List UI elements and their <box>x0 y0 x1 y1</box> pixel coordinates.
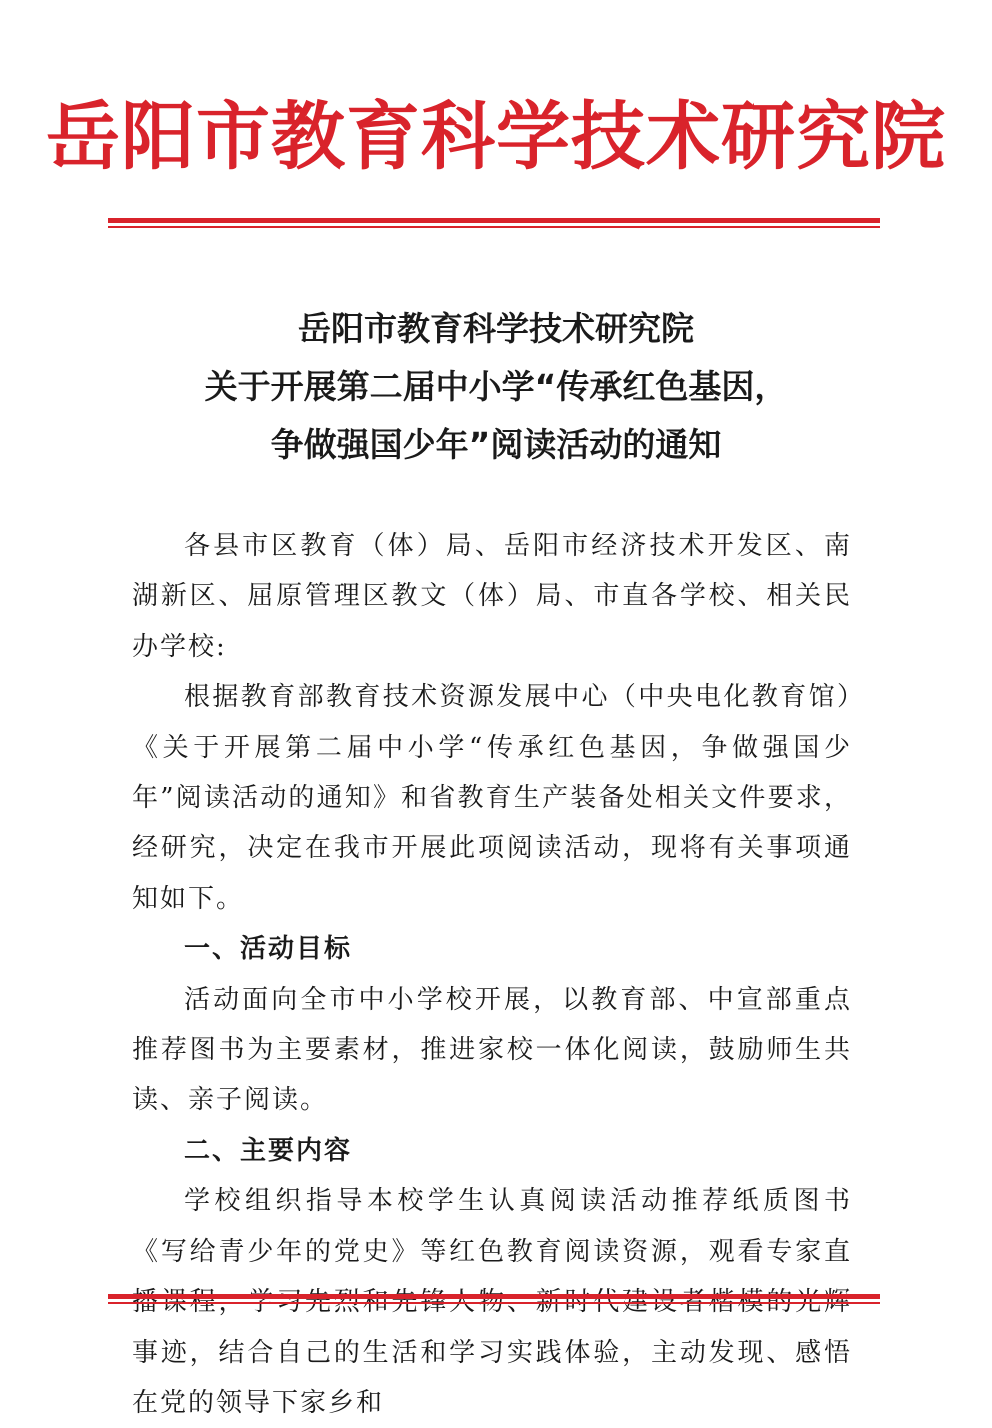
rule-thin <box>108 226 880 228</box>
title-line-2: 关于开展第二届中小学“传承红色基因， <box>204 367 788 406</box>
rule-thick <box>108 1294 880 1299</box>
footer-rule <box>108 1294 880 1304</box>
rule-thin <box>108 1302 880 1304</box>
section-2-heading: 二、主要内容 <box>184 1135 353 1166</box>
section-2-text: 学校组织指导本校学生认真阅读活动推荐纸质图书《写给青少年的党史》等红色教育阅读资源，观看专家直 事迹，结合自己的生活和学习实践体验，主动发现、感悟在党的领导下家乡和 <box>132 1186 852 1418</box>
section-1-heading: 一、活动目标 <box>184 934 353 965</box>
letterhead-org-name: 岳阳市教育科学技术研究院 <box>46 94 946 180</box>
salutation: 各县市区教育（体）局、岳阳市经济技术开发区、南湖新区、屈原管理区教文（体）局、市直各学校、相关民办学校: <box>132 531 852 662</box>
section-1-text: 活动面向全市中小学校开展，以教育部、中宣部重点推荐图书为主要素材，推进家校一体化阅读，鼓励师生共读、亲子阅读。 <box>132 984 852 1116</box>
document-body <box>132 521 852 1428</box>
rule-thick <box>108 218 880 223</box>
title-line-3: 争做强国少年”阅读活动的通知 <box>270 425 722 464</box>
title-line-1: 岳阳市教育科学技术研究院 <box>298 309 694 348</box>
document-title <box>0 300 992 474</box>
letterhead-rule <box>108 218 880 228</box>
intro-paragraph: 根据教育部教育技术资源发展中心（中央电化教育馆）《关于开展第二届中小学“传承红色基因，争做强国少年”阅读活动的通知》和省教育生产装备处相关文件要求，经研究，决定在我市开展此项阅读活动，现将有关事项通知如下。 <box>132 682 852 914</box>
